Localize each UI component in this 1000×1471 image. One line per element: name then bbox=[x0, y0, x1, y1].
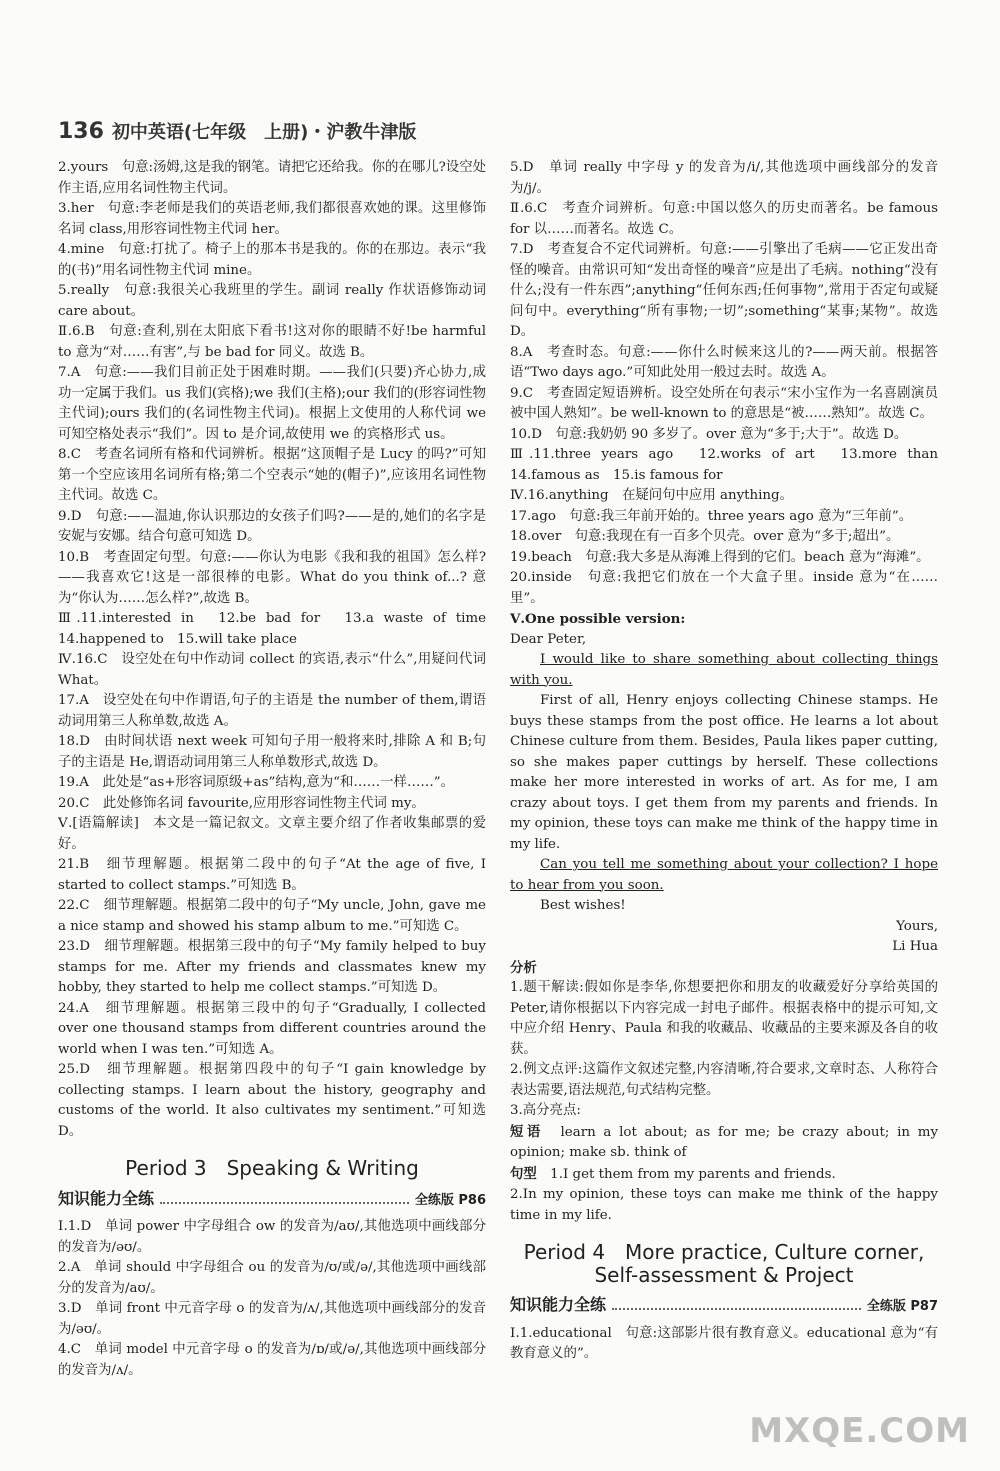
sentences-label: 句型 bbox=[510, 1165, 537, 1182]
section-label: 知识能力全练 bbox=[510, 1295, 607, 1314]
answer-item: 20.C 此处修饰名词 favourite,应用形容词性物主代词 my。 bbox=[58, 795, 425, 811]
answer-item: Ⅴ.[语篇解读] 本文是一篇记叙文。文章主要介绍了作者收集邮票的爱好。 bbox=[58, 816, 486, 852]
answer-item: 19.A 此处是“as+形容词原级+as”结构,意为“和……一样……”。 bbox=[58, 775, 454, 790]
section-heading bbox=[510, 1295, 938, 1318]
phrases-text: learn a lot about; as for me; be crazy about; in my opinion; make sb. think of bbox=[510, 1124, 939, 1160]
answer-item: Ⅱ.6.C 考查介词辨析。句意:中国以悠久的历史而著名。be famous for 以……而著名。故选 C。 bbox=[510, 201, 938, 237]
answer-item: 9.C 考查固定短语辨析。设空处所在句表示“宋小宝作为一名喜剧演员被中国人熟知”。be well-known to 的意思是“被……熟知”。故选 C。 bbox=[510, 385, 938, 421]
analysis-item: 3.高分亮点: bbox=[510, 1103, 581, 1118]
answer-item: 10.D 句意:我奶奶 90 多岁了。over 意为“多于;大于”。故选 D。 bbox=[510, 426, 908, 442]
answer-item: 17.A 设空处在句中作谓语,句子的主语是 the number of them,谓语动词用第三人称单数,故选 A。 bbox=[58, 693, 486, 729]
letter-body: First of all, Henry enjoys collecting Chinese stamps. He buys these stamps from the post office. He learns a lot about Chinese culture from them. Besides, Paula likes paper cutting, so she makes paper cuttings by herself. These collections make her more interested in works of art. As for me, I am crazy about toys. I get them from my parents and friends. In my opinion, these toys can make me think of the happy time in my life. bbox=[510, 693, 938, 852]
answer-item: Ⅳ.16.anything 在疑问句中应用 anything。 bbox=[510, 488, 794, 503]
answer-item: 8.A 考查时态。句意:——你什么时候来这儿的?——两天前。根据答语“Two days ago.”可知此处用一般过去时。故选 A。 bbox=[510, 344, 938, 380]
answer-item: 2.A 单词 should 中字母组合 ou 的发音为/ʊ/或/ə/,其他选项中画线部分的发音为/aʊ/。 bbox=[58, 1260, 486, 1296]
answer-item: 2.yours 句意:汤姆,这是我的钢笔。请把它还给我。你的在哪儿?设空处作主语,应用名词性物主代词。 bbox=[58, 160, 486, 196]
answer-item: 22.C 细节理解题。根据第二段中的句子“My uncle, John, gave me a nice stamp and showed his stamp album to me.”可知选 C。 bbox=[58, 898, 486, 934]
answer-item: 18.over 句意:我现在有一百多个贝壳。over 意为“多于;超出”。 bbox=[510, 529, 900, 544]
answer-item: 3.D 单词 front 中元音字母 o 的发音为/ʌ/,其他选项中画线部分的发音为/əʊ/。 bbox=[58, 1301, 486, 1337]
letter-signoff: Yours, bbox=[896, 918, 938, 934]
answer-item: 8.C 考查名词所有格和代词辨析。根据“这顶帽子是 Lucy 的吗?”可知第一个空应该用名词所有格;第二个空表示“她的(帽子)”,应该用名词性物主代词。故选 C。 bbox=[58, 447, 486, 503]
answer-item: 9.D 句意:——温迪,你认识那边的女孩子们吗?——是的,她们的名字是安妮与安娜。结合句意可知选 D。 bbox=[58, 508, 486, 544]
answer-item: 4.mine 句意:打扰了。椅子上的那本书是我的。你的在那边。表示“我的(书)”用名词性物主代词 mine。 bbox=[58, 242, 486, 278]
analysis-item: 1.题干解读:假如你是李华,你想要把你和朋友的收藏爱好分享给英国的 Peter,请你根据以下内容完成一封电子邮件。根据表格中的提示可知,文中应介绍 Henry、Paula 和我的收藏品、收藏品的主要来源及各自的收获。 bbox=[510, 980, 938, 1057]
answer-item: 21.B 细节理解题。根据第二段中的句子“At the age of five, I started to collect stamps.”可知选 B。 bbox=[58, 857, 486, 893]
period-4-title-line2: Self-assessment & Project bbox=[594, 1262, 854, 1287]
answer-item: Ⅰ.1.D 单词 power 中字母组合 ow 的发音为/aʊ/,其他选项中画线部分的发音为/əʊ/。 bbox=[58, 1219, 486, 1255]
book-title: 初中英语(七年级 上册)・沪教牛津版 bbox=[111, 122, 417, 143]
page-number: 136 bbox=[58, 119, 104, 144]
answer-item: 24.A 细节理解题。根据第三段中的句子“Gradually, I collected over one thousand stamps from different countries around the world when I was ten.”可知选 A。 bbox=[58, 1000, 486, 1057]
answer-item: 5.D 单词 really 中字母 y 的发音为/i/,其他选项中画线部分的发音为/j/。 bbox=[510, 160, 938, 196]
section-page-ref: 全练版 P86 bbox=[414, 1192, 486, 1208]
answer-item: Ⅲ.11.interested in 12.be bad for 13.a waste of time 14.happened to 15.will take place bbox=[58, 611, 500, 647]
analysis-item: 2.例文点评:这篇作文叙述完整,内容清晰,符合要求,文章时态、人称符合表达需要,语法规范,句式结构完整。 bbox=[510, 1062, 938, 1098]
letter-salutation: Dear Peter, bbox=[510, 631, 587, 647]
analysis-heading: 分析 bbox=[510, 959, 537, 976]
answer-item: Ⅲ.11.three years ago 12.works of art 13.more than 14.famous as 15.is famous for bbox=[510, 447, 952, 483]
answer-item: 23.D 细节理解题。根据第三段中的句子“My family helped to buy stamps for me. After my friends and classmates knew my hobby, they started to help me collect stamps.”可知选 D。 bbox=[58, 939, 486, 995]
site-watermark: MXQE.COM bbox=[749, 1411, 970, 1451]
left-column bbox=[58, 158, 500, 1381]
answer-item: 17.ago 句意:我三年前开始的。three years ago 意为“三年前”。 bbox=[510, 508, 913, 524]
period-4-title-line1: Period 4 More practice, Culture corner, bbox=[523, 1240, 925, 1264]
highlight-sentences bbox=[510, 1164, 938, 1186]
letter-closing-line: Can you tell me something about your collection? I hope to hear from you soon. bbox=[510, 857, 938, 893]
section-heading bbox=[58, 1189, 486, 1212]
phrases-label: 短语 bbox=[510, 1123, 544, 1140]
writing-heading: Ⅴ.One possible version: bbox=[510, 611, 686, 627]
answer-item: 3.her 句意:李老师是我们的英语老师,我们都很喜欢她的课。这里修饰名词 class,用形容词性物主代词 her。 bbox=[58, 201, 486, 237]
right-column bbox=[510, 158, 952, 1365]
period-3-title: Period 3 Speaking & Writing bbox=[125, 1156, 419, 1180]
answer-item: Ⅳ.16.C 设空处在句中作动词 collect 的宾语,表示“什么”,用疑问代词 What。 bbox=[58, 652, 486, 688]
answer-item: 7.A 句意:——我们目前正处于困难时期。——我们(只要)齐心协力,成功一定属于我们。us 我们(宾格);we 我们(主格);our 我们的(形容词性物主代词);ours 我们的(名词性物主代词)。根据上文使用的人称代词 we 可知空格处表示“我们”。因 to 是介词,故使用 we 的宾格形式 us。 bbox=[58, 365, 486, 442]
answer-item: 7.D 考查复合不定代词辨析。句意:——引擎出了毛病——它正发出奇怪的噪音。由常识可知“发出奇怪的噪音”应是出了毛病。nothing“没有什么;没有一件东西”;anything“任何东西;任何事物”,常用于否定句或疑问句中。everything“所有事物;一切”;something“某事;某物”。故选 D。 bbox=[510, 242, 938, 339]
dotted-leader bbox=[160, 1202, 409, 1204]
section-page-ref: 全练版 P87 bbox=[866, 1299, 938, 1314]
answer-item: 25.D 细节理解题。根据第四段中的句子“I gain knowledge by collecting stamps. I learn about the history, geography and customs of the world. It also cultivates my sentiment.”可知选 D。 bbox=[58, 1062, 486, 1139]
dotted-leader bbox=[612, 1308, 861, 1310]
page-header bbox=[58, 118, 416, 144]
letter-opening: I would like to share something about collecting things with you. bbox=[510, 652, 938, 688]
answer-item: 5.really 句意:我很关心我班里的学生。副词 really 作状语修饰动词 care about。 bbox=[58, 283, 486, 319]
section-label: 知识能力全练 bbox=[58, 1188, 155, 1208]
letter-wishes: Best wishes! bbox=[540, 898, 626, 913]
analysis-item: 2.In my opinion, these toys can make me think of the happy time in my life. bbox=[510, 1187, 938, 1223]
answer-item: 10.B 考查固定句型。句意:——你认为电影《我和我的祖国》怎么样?——我喜欢它!这是一部很棒的电影。What do you think of...? 意为“你认为……怎么样?”,故选 B。 bbox=[58, 549, 486, 606]
answer-item: 19.beach 句意:我大多是从海滩上得到的它们。beach 意为“海滩”。 bbox=[510, 549, 930, 565]
highlight-phrases bbox=[510, 1122, 938, 1164]
sentences-text: 1.I get them from my parents and friends. bbox=[550, 1166, 836, 1182]
letter-signature: Li Hua bbox=[892, 939, 938, 954]
answer-item: Ⅰ.1.educational 句意:这部影片很有教育意义。educational 意为“有教育意义的”。 bbox=[510, 1325, 938, 1361]
answer-item: 18.D 由时间状语 next week 可知句子用一般将来时,排除 A 和 B;句子的主语是 He,谓语动词用第三人称单数形式,故选 D。 bbox=[58, 734, 486, 770]
answer-item: 20.inside 句意:我把它们放在一个大盒子里。inside 意为“在……里”。 bbox=[510, 570, 938, 606]
answer-item: 4.C 单词 model 中元音字母 o 的发音为/ɒ/或/ə/,其他选项中画线部分的发音为/ʌ/。 bbox=[58, 1342, 486, 1378]
answer-item: Ⅱ.6.B 句意:查利,别在太阳底下看书!这对你的眼睛不好!be harmful to 意为“对……有害”,与 be bad for 同义。故选 B。 bbox=[58, 324, 486, 360]
